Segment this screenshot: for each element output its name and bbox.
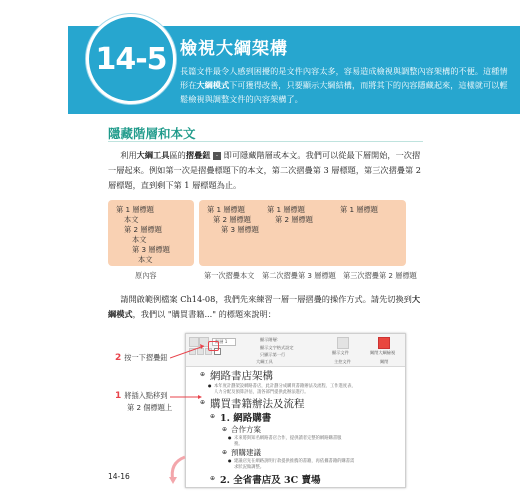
body-bullet-icon: ● [228, 435, 232, 440]
box-original [108, 200, 194, 266]
callout-arrowhead-2 [200, 344, 204, 349]
para2-bold: 大綱模式 [108, 294, 421, 319]
plus-bullet-icon[interactable]: ⊕ [210, 475, 216, 482]
outline-line[interactable]: 本年度計劃架設網路書店，此計劃分成購買書籍辦法及流程、工作進度表、 [214, 384, 356, 389]
outline-line[interactable]: 預購建議 [231, 448, 261, 457]
outline-line[interactable]: 建議店先在網路說明行款提供推薦的書籍，再依據書籍的購書需 [234, 459, 355, 464]
box-line: 本文 [138, 255, 153, 264]
page-number: 14-16 [108, 472, 130, 481]
box-caption: 第二次摺疊第 3 層標題 [262, 271, 336, 280]
collapse-icon: - [213, 152, 221, 160]
outline-line[interactable]: 未來將與知名網路書店合作，提供讀者完整的網路購書服 [234, 436, 342, 441]
plus-bullet-icon[interactable]: ⊕ [210, 413, 216, 420]
box-line: 第 1 層標題 [116, 205, 154, 214]
tool-group-label: 大綱工具 [256, 359, 273, 364]
para1-bold-button: 摺疊鈕 [185, 150, 211, 160]
curve-arrow-icon [165, 455, 189, 485]
body-bullet-icon: ● [228, 458, 232, 463]
para2-text: ，我們以 "購買書籍..." 的標題來說明： [132, 309, 276, 319]
box-line: 第 1 層標題 [207, 205, 245, 214]
outline-ribbon [186, 334, 405, 367]
callout-arrows [170, 340, 210, 400]
section-title: 隱藏階層和本文 [108, 126, 196, 141]
level-select[interactable]: 階層 1 [212, 338, 236, 346]
outline-document [186, 367, 405, 487]
outline-line[interactable]: 務。 [234, 442, 243, 447]
step-number: 1 [115, 391, 122, 401]
outline-line[interactable]: 人力分配及預算評估，請各部門提供此辦法進行。 [214, 390, 309, 395]
box-line: 第 3 層標題 [132, 245, 170, 254]
outline-line[interactable]: 網路書店架構 [210, 370, 273, 382]
plus-bullet-icon[interactable]: ⊕ [222, 426, 228, 433]
paragraph-1 [108, 148, 426, 193]
callout-text: 按一下摺疊鈕 [124, 353, 168, 362]
box-line: 本文 [132, 235, 147, 244]
box-line: 第 2 層標題 [275, 215, 313, 224]
box-line: 第 1 層標題 [267, 205, 305, 214]
chapter-title: 檢視大綱架構 [180, 39, 288, 59]
show-level-label: 顯示階層： [260, 337, 281, 342]
close-group-label: 關閉 [380, 359, 389, 364]
master-doc-label: 主控文件 [334, 359, 351, 364]
box-collapse-3 [320, 200, 406, 266]
plus-bullet-icon[interactable]: ⊕ [200, 371, 206, 378]
box-line: 第 1 層標題 [340, 205, 378, 214]
outline-line[interactable]: 1. 網路購書 [220, 413, 272, 424]
para2-text: 請開啟範例檔案 Ch14-08，我們先來練習一層一層摺疊的操作方式。請先切換到 [120, 294, 412, 304]
body-bullet-icon: ● [208, 383, 212, 388]
outline-line[interactable]: 求狀況做調整。 [234, 465, 265, 470]
callout-step-2 [115, 353, 167, 363]
chapter-intro [180, 64, 512, 106]
outline-line[interactable]: 2. 全省書店及 3C 賣場 [220, 475, 321, 486]
para1-text: 區的 [169, 150, 186, 160]
para1-bold-tool: 大綱工具 [136, 150, 170, 160]
close-outline-label[interactable]: 關閉大綱檢視 [370, 350, 396, 355]
outline-screenshot [185, 333, 406, 488]
callout-arrowhead-1 [198, 395, 202, 399]
callout-arrow-2 [170, 346, 204, 358]
intro-bold: 大綱模式 [196, 80, 230, 90]
outline-line[interactable]: 合作方案 [231, 425, 261, 434]
callout-step-1 [115, 391, 167, 401]
box-line: 第 3 層標題 [221, 225, 259, 234]
outline-line[interactable]: 購買書籍辦法及流程 [210, 398, 305, 410]
show-document-label[interactable]: 顯示文件 [332, 350, 349, 355]
show-first-line[interactable]: 只顯示第一行 [260, 352, 286, 357]
para1-text: 即可隱藏階層或本文。我們可以從最下層開始，一次摺一層起來。例如第一次是摺疊標題下的本文，第二次摺疊第 3 層標題，第三次摺疊第 2 層標題，直到剩下第 1 層標題為止。 [108, 150, 421, 190]
step-number: 2 [115, 353, 122, 363]
plus-bullet-icon[interactable]: ⊕ [222, 449, 228, 456]
show-document-icon[interactable] [337, 337, 349, 349]
para1-text: 利用 [120, 150, 137, 160]
box-caption: 原內容 [135, 271, 157, 280]
callout-step-1-cont [127, 403, 172, 413]
callout-text: 將插入點移到 [124, 391, 168, 400]
section-divider [108, 141, 423, 142]
paragraph-2 [108, 292, 426, 322]
box-line: 第 2 層標題 [124, 225, 162, 234]
box-line: 本文 [124, 215, 139, 224]
show-text-format[interactable]: 顯示文字格式設定 [260, 345, 294, 350]
intro-text-2: 下可獲得改善，只要顯示大綱結構，而將其下的內容隱藏起來，這樣就可以輕鬆檢視與調整文件的內容架構了。 [180, 80, 508, 104]
chapter-number: 14-5 [95, 41, 167, 77]
callout-text: 第 2 個標題上 [127, 403, 173, 412]
box-caption: 第三次摺疊第 2 層標題 [343, 271, 417, 280]
box-caption: 第一次摺疊本文 [204, 271, 255, 280]
box-line: 第 2 層標題 [213, 215, 251, 224]
close-outline-icon[interactable] [378, 337, 390, 349]
plus-bullet-icon[interactable]: ⊕ [200, 399, 206, 406]
intro-text-1: 長篇文件最令人感到困擾的是文件內容太多，容易造成檢視與調整內容架構的不便。這種情形在 [180, 66, 508, 90]
chapter-number-badge [86, 14, 176, 104]
